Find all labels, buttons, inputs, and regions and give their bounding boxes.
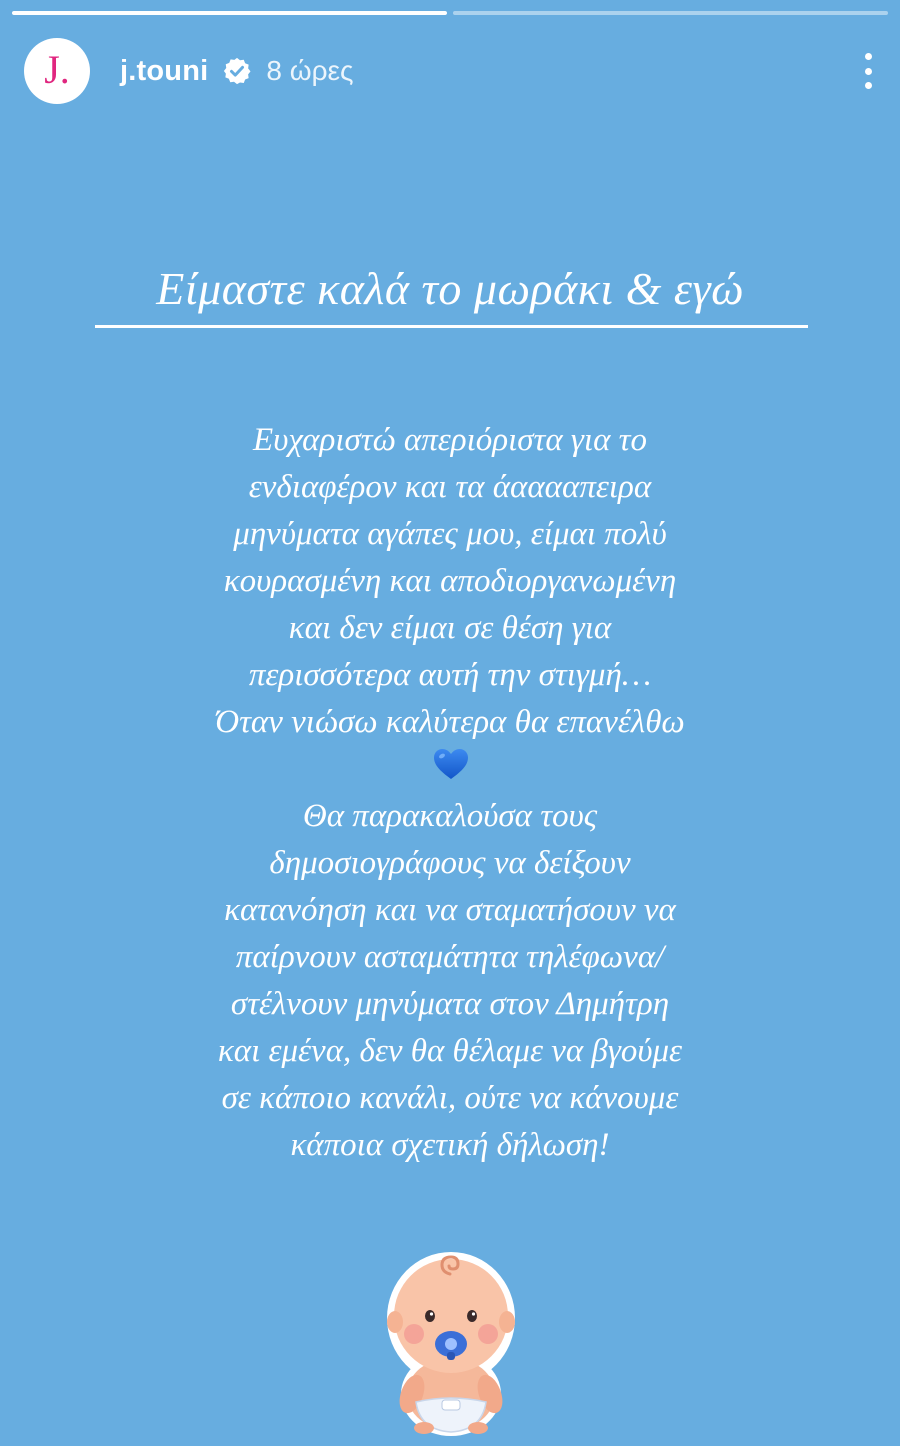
story-title: Είμαστε καλά το μωράκι & εγώ — [156, 263, 744, 314]
message-paragraph-2 — [150, 793, 750, 1169]
message-line: μηνύματα αγάπες μου, είμαι πολύ — [233, 516, 667, 552]
message-line: κατανόηση και να σταματήσουν να — [224, 892, 676, 928]
message-line: Ευχαριστώ απεριόριστα για το — [253, 422, 647, 458]
message-line: Όταν νιώσω καλύτερα θα επανέλθω — [215, 704, 685, 740]
message-line: περισσότερα αυτή την στιγμή… — [248, 657, 652, 693]
more-vertical-icon[interactable] — [858, 51, 878, 91]
story-progress-bar — [12, 11, 888, 15]
message-line: δημοσιογράφους να δείξουν — [269, 845, 631, 881]
story-header — [24, 38, 876, 104]
message-line: και δεν είμαι σε θέση για — [288, 610, 612, 646]
message-line: κάποια σχετική δήλωση! — [290, 1127, 610, 1163]
username[interactable]: j.touni — [120, 54, 209, 87]
message-line: σε κάποιο κανάλι, ούτε να κάνουμε — [221, 1080, 679, 1116]
message-line: κουρασμένη και αποδιοργανωμένη — [223, 563, 677, 599]
baby-sticker-icon — [386, 1244, 516, 1436]
verified-badge-icon — [222, 56, 252, 86]
message-line: στέλνουν μηνύματα στον Δημήτρη — [230, 986, 670, 1022]
post-time: 8 ώρες — [266, 55, 354, 86]
story-progress-segment-2 — [453, 11, 888, 15]
avatar-logo: J. — [44, 47, 70, 92]
message-line: ενδιαφέρον και τα άααααπειρα — [248, 469, 652, 505]
blue-heart-icon — [433, 748, 469, 780]
message-line: και εμένα, δεν θα θέλαμε να βγούμε — [217, 1033, 683, 1069]
message-line: Θα παρακαλούσα τους — [302, 798, 598, 834]
avatar[interactable] — [24, 38, 90, 104]
title-underline — [95, 325, 808, 328]
progress-fill — [12, 11, 447, 15]
message-paragraph-1 — [150, 417, 750, 746]
story-progress-segment-1 — [12, 11, 447, 15]
message-line: παίρνουν ασταμάτητα τηλέφωνα/ — [235, 939, 665, 975]
